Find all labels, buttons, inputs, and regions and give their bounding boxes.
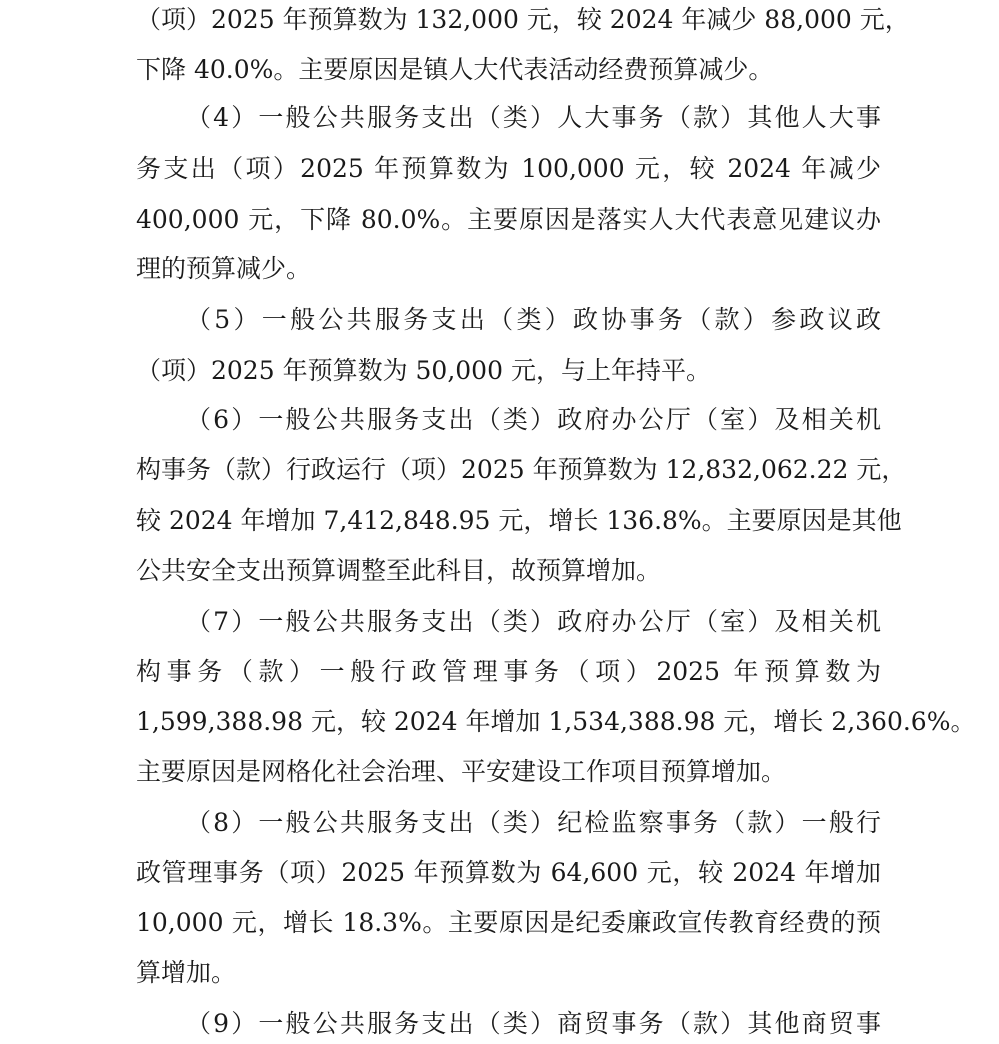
paragraph-line: 政管理事务（项）2025 年预算数为 64,600 元，较 2024 年增加 <box>136 858 881 887</box>
paragraph-line: 算增加。 <box>136 958 237 987</box>
paragraph-line: 主要原因是网格化社会治理、平安建设工作项目预算增加。 <box>136 757 787 786</box>
paragraph-line: （4）一般公共服务支出（类）人大事务（款）其他人大事 <box>186 103 881 132</box>
paragraph-line: （项）2025 年预算数为 132,000 元，较 2024 年减少 88,000 元， <box>136 5 910 34</box>
paragraph-line: （项）2025 年预算数为 50,000 元，与上年持平。 <box>136 356 711 385</box>
paragraph-line: 下降 40.0%。主要原因是镇人大代表活动经费预算减少。 <box>136 55 774 84</box>
paragraph-line: 务支出（项）2025 年预算数为 100,000 元，较 2024 年减少 <box>136 154 881 183</box>
paragraph-line: 构事务（款）行政运行（项）2025 年预算数为 12,832,062.22 元， <box>136 455 907 484</box>
paragraph-line: （6）一般公共服务支出（类）政府办公厅（室）及相关机 <box>186 405 881 434</box>
paragraph-line: 构事务（款）一般行政管理事务（项）2025 年预算数为 <box>136 657 881 686</box>
paragraph-line: （9）一般公共服务支出（类）商贸事务（款）其他商贸事 <box>186 1009 881 1038</box>
paragraph-line: 1,599,388.98 元，较 2024 年增加 1,534,388.98 元，增长 2,360.6%。 <box>136 707 976 736</box>
paragraph-line: 公共安全支出预算调整至此科目，故预算增加。 <box>136 556 662 585</box>
paragraph-line: 较 2024 年增加 7,412,848.95 元，增长 136.8%。主要原因是其他 <box>136 506 902 535</box>
paragraph-line: （7）一般公共服务支出（类）政府办公厅（室）及相关机 <box>186 607 881 636</box>
paragraph-line: 10,000 元，增长 18.3%。主要原因是纪委廉政宣传教育经费的预 <box>136 908 881 937</box>
paragraph-line: （8）一般公共服务支出（类）纪检监察事务（款）一般行 <box>186 808 881 837</box>
paragraph-line: （5）一般公共服务支出（类）政协事务（款）参政议政 <box>186 305 881 334</box>
paragraph-line: 理的预算减少。 <box>136 254 312 283</box>
paragraph-line: 400,000 元，下降 80.0%。主要原因是落实人大代表意见建议办 <box>136 205 881 234</box>
